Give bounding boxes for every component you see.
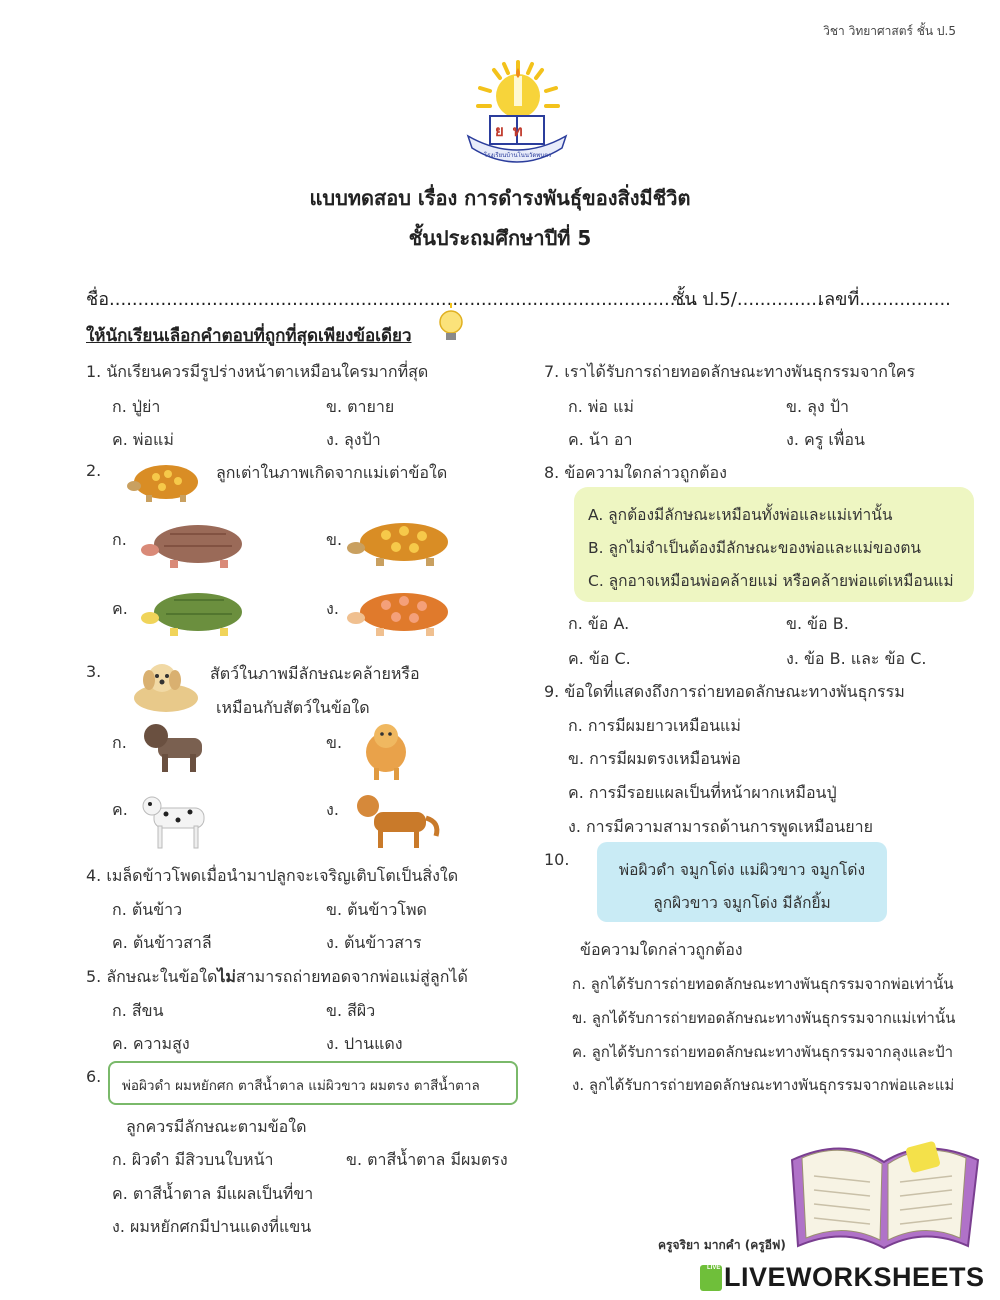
q4-option-a[interactable]: ก. ต้นข้าว [112, 900, 183, 919]
class-field[interactable]: ชั้น ป.5/............... [672, 289, 823, 310]
q10-option-d[interactable]: ง. ลูกได้รับการถ่ายทอดลักษณะทางพันธุกรรมจากพ่อและแม่ [572, 1076, 955, 1094]
q2-option-d[interactable]: ง. [326, 599, 339, 618]
turtle-d-image[interactable] [346, 590, 456, 638]
q4-option-b[interactable]: ข. ต้นข้าวโพด [326, 900, 427, 919]
q6-question: ลูกควรมีลักษณะตามข้อใด [126, 1117, 307, 1136]
turtle-a-image[interactable] [140, 522, 250, 570]
q9-option-d[interactable]: ง. การมีความสามารถด้านการพูดเหมือนยาย [568, 817, 873, 836]
q3-number: 3. [86, 662, 102, 681]
golden-puppy-image [122, 660, 202, 716]
q6-info-box [108, 1061, 518, 1105]
q5-text-bold: ไม่ [217, 967, 236, 986]
q4-option-d[interactable]: ง. ต้นข้าวสาร [326, 933, 422, 952]
q9-option-b[interactable]: ข. การมีผมตรงเหมือนพ่อ [568, 749, 741, 768]
q9-option-a[interactable]: ก. การมีผมยาวเหมือนแม่ [568, 716, 741, 735]
subject-label: วิชา วิทยาศาสตร์ ชั้น ป.5 [823, 24, 956, 38]
page-title: แบบทดสอบ เรื่อง การดำรงพันธุ์ของสิ่งมีชีวิต [309, 186, 691, 210]
q2-option-c[interactable]: ค. [112, 599, 128, 618]
golden-retriever-image[interactable] [350, 792, 440, 852]
pomeranian-image[interactable] [356, 720, 416, 782]
live-badge-icon [700, 1265, 722, 1291]
q1-option-a[interactable]: ก. ปู่ย่า [112, 397, 161, 416]
q3-option-b[interactable]: ข. [326, 733, 343, 752]
q3-question-line1: สัตว์ในภาพมีลักษณะคล้ายหรือ [210, 664, 420, 683]
q5-text-pre: 5. ลักษณะในข้อใด [86, 967, 218, 986]
q5-option-b[interactable]: ข. สีผิว [326, 1001, 376, 1020]
lightbulb-icon [436, 306, 466, 346]
baby-turtle-image [126, 462, 206, 504]
q8-statements-box [574, 487, 974, 602]
q6-option-c[interactable]: ค. ตาสีน้ำตาล มีแผลเป็นที่ขา [112, 1184, 314, 1203]
q2-option-b[interactable]: ข. [326, 530, 343, 549]
q5-option-a[interactable]: ก. สีขน [112, 1001, 164, 1020]
bulldog-image[interactable] [140, 718, 210, 774]
instruction-heading: ให้นักเรียนเลือกคำตอบที่ถูกที่สุดเพียงข้อเดียว [86, 326, 412, 346]
q9-question: 9. ข้อใดที่แสดงถึงการถ่ายทอดลักษณะทางพันธุกรรม [544, 682, 905, 701]
name-field[interactable]: ชื่อ....................................................................................................... [86, 289, 699, 310]
q4-question: 4. เมล็ดข้าวโพดเมื่อนำมาปลูกจะเจริญเติบโตเป็นสิ่งใด [86, 866, 459, 885]
q5-text-post: สามารถถ่ายทอดจากพ่อแม่สู่ลูกได้ [235, 967, 468, 986]
q10-question: ข้อความใดกล่าวถูกต้อง [580, 940, 743, 959]
teacher-credit: ครูจริยา มากคำ (ครูอีฟ) [658, 1238, 786, 1252]
q2-number: 2. [86, 461, 102, 480]
q3-option-a[interactable]: ก. [112, 733, 127, 752]
q1-option-b[interactable]: ข. ตายาย [326, 397, 395, 416]
q6-info-text: พ่อผิวดำ ผมหยักศก ตาสีน้ำตาล แม่ผิวขาว ผมตรง ตาสีน้ำตาล [122, 1078, 480, 1094]
q7-option-b[interactable]: ข. ลุง ป้า [786, 397, 849, 416]
q9-option-c[interactable]: ค. การมีรอยแผลเป็นที่หน้าผากเหมือนปู่ [568, 783, 837, 802]
q6-number: 6. [86, 1067, 102, 1086]
q6-option-a[interactable]: ก. ผิวดำ มีสิวบนใบหน้า [112, 1150, 274, 1169]
q7-question: 7. เราได้รับการถ่ายทอดลักษณะทางพันธุกรรมจากใคร [544, 362, 916, 381]
q7-option-d[interactable]: ง. ครู เพื่อน [786, 430, 865, 449]
q8-statement-a: A. ลูกต้องมีลักษณะเหมือนทั้งพ่อและแม่เท่านั้น [588, 506, 893, 524]
q10-option-b[interactable]: ข. ลูกได้รับการถ่ายทอดลักษณะทางพันธุกรรมจากแม่เท่านั้น [572, 1009, 956, 1027]
q5-option-d[interactable]: ง. ปานแดง [326, 1034, 403, 1053]
q8-option-a[interactable]: ก. ข้อ A. [568, 614, 630, 633]
live-badge-text: LIVE [707, 1265, 721, 1271]
q8-option-c[interactable]: ค. ข้อ C. [568, 649, 631, 668]
q7-option-a[interactable]: ก. พ่อ แม่ [568, 397, 634, 416]
q8-option-b[interactable]: ข. ข้อ B. [786, 614, 849, 633]
q7-option-c[interactable]: ค. น้า อา [568, 430, 633, 449]
q6-option-b[interactable]: ข. ตาสีน้ำตาล มีผมตรง [346, 1150, 508, 1169]
q10-info-line2: ลูกผิวขาว จมูกโด่ง มีลักยิ้ม [653, 894, 831, 912]
dalmatian-image[interactable] [140, 792, 220, 852]
q10-info-line1: พ่อผิวดำ จมูกโด่ง แม่ผิวขาว จมูกโด่ง [618, 861, 866, 879]
q4-option-c[interactable]: ค. ต้นข้าวสาลี [112, 933, 212, 952]
q3-option-d[interactable]: ง. [326, 800, 339, 819]
sun-rays-icon [478, 62, 558, 118]
q2-option-a[interactable]: ก. [112, 530, 127, 549]
open-book-icon [784, 1118, 984, 1258]
q5-question [86, 965, 468, 990]
q1-option-d[interactable]: ง. ลุงป้า [326, 430, 381, 449]
q10-number: 10. [544, 850, 570, 869]
q8-question: 8. ข้อความใดกล่าวถูกต้อง [544, 463, 727, 482]
q8-statement-b: B. ลูกไม่จำเป็นต้องมีลักษณะของพ่อและแม่ของตน [588, 539, 922, 557]
q1-option-c[interactable]: ค. พ่อแม่ [112, 430, 174, 449]
turtle-b-image[interactable] [346, 520, 456, 568]
q2-question: ลูกเต่าในภาพเกิดจากแม่เต่าข้อใด [216, 463, 448, 482]
turtle-c-image[interactable] [140, 590, 250, 638]
page-subtitle: ชั้นประถมศึกษาปีที่ 5 [408, 226, 592, 250]
q3-question-line2: เหมือนกับสัตว์ในข้อใด [216, 698, 370, 717]
liveworksheets-text: LIVEWORKSHEETS [724, 1262, 985, 1292]
q8-statement-c: C. ลูกอาจเหมือนพ่อคล้ายแม่ หรือคล้ายพ่อแต่เหมือนแม่ [588, 572, 954, 590]
number-field[interactable]: เลขที่................ [818, 289, 951, 310]
logo-banner-text: โรงเรียนบ้านโนนวัดพนตร [484, 152, 552, 159]
q10-option-c[interactable]: ค. ลูกได้รับการถ่ายทอดลักษณะทางพันธุกรรมจากลุงและป้า [572, 1043, 954, 1061]
q1-question: 1. นักเรียนควรมีรูปร่างหน้าตาเหมือนใครมากที่สุด [86, 362, 429, 381]
q8-option-d[interactable]: ง. ข้อ B. และ ข้อ C. [786, 649, 927, 668]
logo-letters: ยท [495, 122, 532, 140]
q3-option-c[interactable]: ค. [112, 800, 128, 819]
q6-option-d[interactable]: ง. ผมหยักศกมีปานแดงที่แขน [112, 1217, 312, 1236]
q10-option-a[interactable]: ก. ลูกได้รับการถ่ายทอดลักษณะทางพันธุกรรมจากพ่อเท่านั้น [572, 975, 954, 993]
q5-option-c[interactable]: ค. ความสูง [112, 1034, 190, 1053]
q10-info-box [597, 842, 887, 922]
